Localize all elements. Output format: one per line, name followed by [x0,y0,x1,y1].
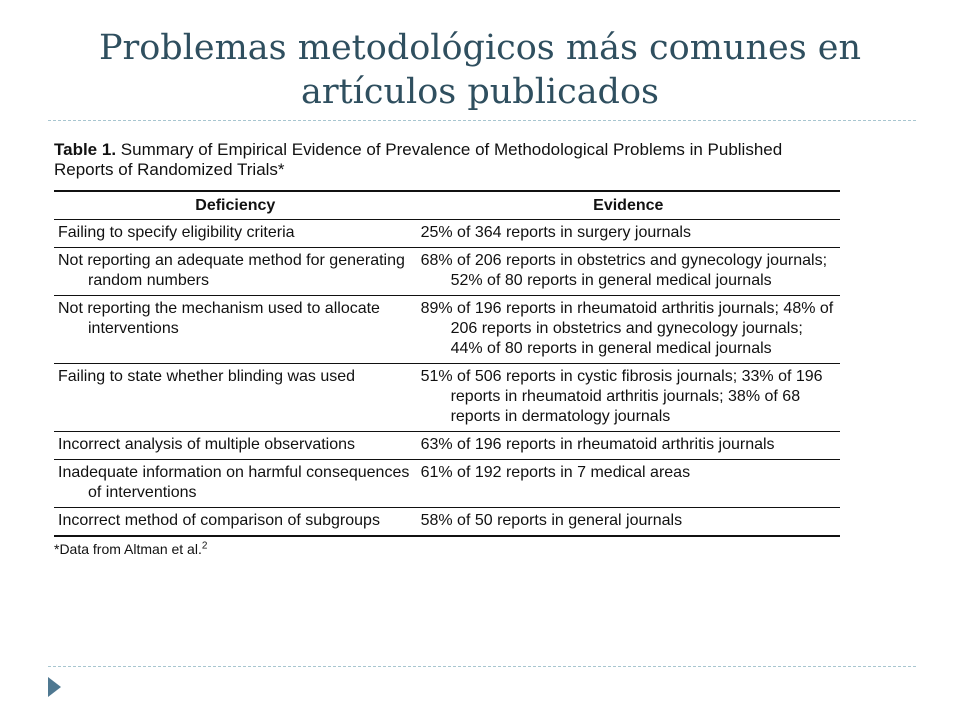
evidence-cell [417,248,840,296]
evidence-text: 25% of 364 reports in surgery journals [420,224,691,241]
deficiency-text: Not reporting an adequate method for generating random numbers [58,252,405,289]
evidence-cell [417,220,840,248]
footnote-text: *Data from Altman et al. [54,541,202,557]
evidence-cell [417,508,840,537]
deficiency-text: Incorrect method of comparison of subgroups [58,512,380,529]
evidence-text: 51% of 506 reports in cystic fibrosis journals; 33% of 196 reports in rheumatoid arthritis journals; 38% of 68 reports in dermatology journals [420,368,823,425]
evidence-cell [417,460,840,508]
deficiency-cell [54,296,417,364]
deficiency-text: Failing to state whether blinding was used [58,368,356,385]
column-header-evidence: Evidence [417,191,840,220]
deficiency-cell [54,220,417,248]
deficiency-cell [54,432,417,460]
deficiency-cell [54,460,417,508]
evidence-text: 58% of 50 reports in general journals [420,512,683,529]
slide-title: Problemas metodológicos más comunes en artículos publicados [98,28,862,112]
footnote-reference: 2 [201,540,208,552]
table-footnote [54,540,844,558]
evidence-cell [417,296,840,364]
evidence-cell [417,364,840,432]
table-header-row [54,191,840,220]
table-caption-label: Table 1. [54,140,117,159]
triangle-bullet-icon [48,677,61,697]
table-row [54,508,840,537]
table-row [54,364,840,432]
table-caption-text: Summary of Empirical Evidence of Prevalence of Methodological Problems in Published Reports of Randomized Trials* [54,140,783,179]
table-figure [54,140,844,558]
evidence-cell [417,432,840,460]
table-row [54,220,840,248]
evidence-table [54,190,840,537]
table-row [54,248,840,296]
evidence-text: 68% of 206 reports in obstetrics and gynecology journals; 52% of 80 reports in general medical journals [420,252,828,289]
table-row [54,296,840,364]
evidence-text: 63% of 196 reports in rheumatoid arthritis journals [420,436,775,453]
evidence-text: 89% of 196 reports in rheumatoid arthritis journals; 48% of 206 reports in obstetrics and gynecology journals; 44% of 80 reports in general medical journals [420,300,834,357]
deficiency-text: Not reporting the mechanism used to allocate interventions [58,300,380,337]
deficiency-cell [54,248,417,296]
table-row [54,460,840,508]
deficiency-text: Failing to specify eligibility criteria [58,224,295,241]
deficiency-text: Incorrect analysis of multiple observations [58,436,356,453]
column-header-deficiency: Deficiency [54,191,417,220]
deficiency-text: Inadequate information on harmful consequences of interventions [58,464,410,501]
table-row [54,432,840,460]
table-caption [54,140,844,180]
bottom-divider [48,666,916,667]
deficiency-cell [54,364,417,432]
evidence-text: 61% of 192 reports in 7 medical areas [420,464,691,481]
deficiency-cell [54,508,417,537]
top-divider [48,120,916,121]
